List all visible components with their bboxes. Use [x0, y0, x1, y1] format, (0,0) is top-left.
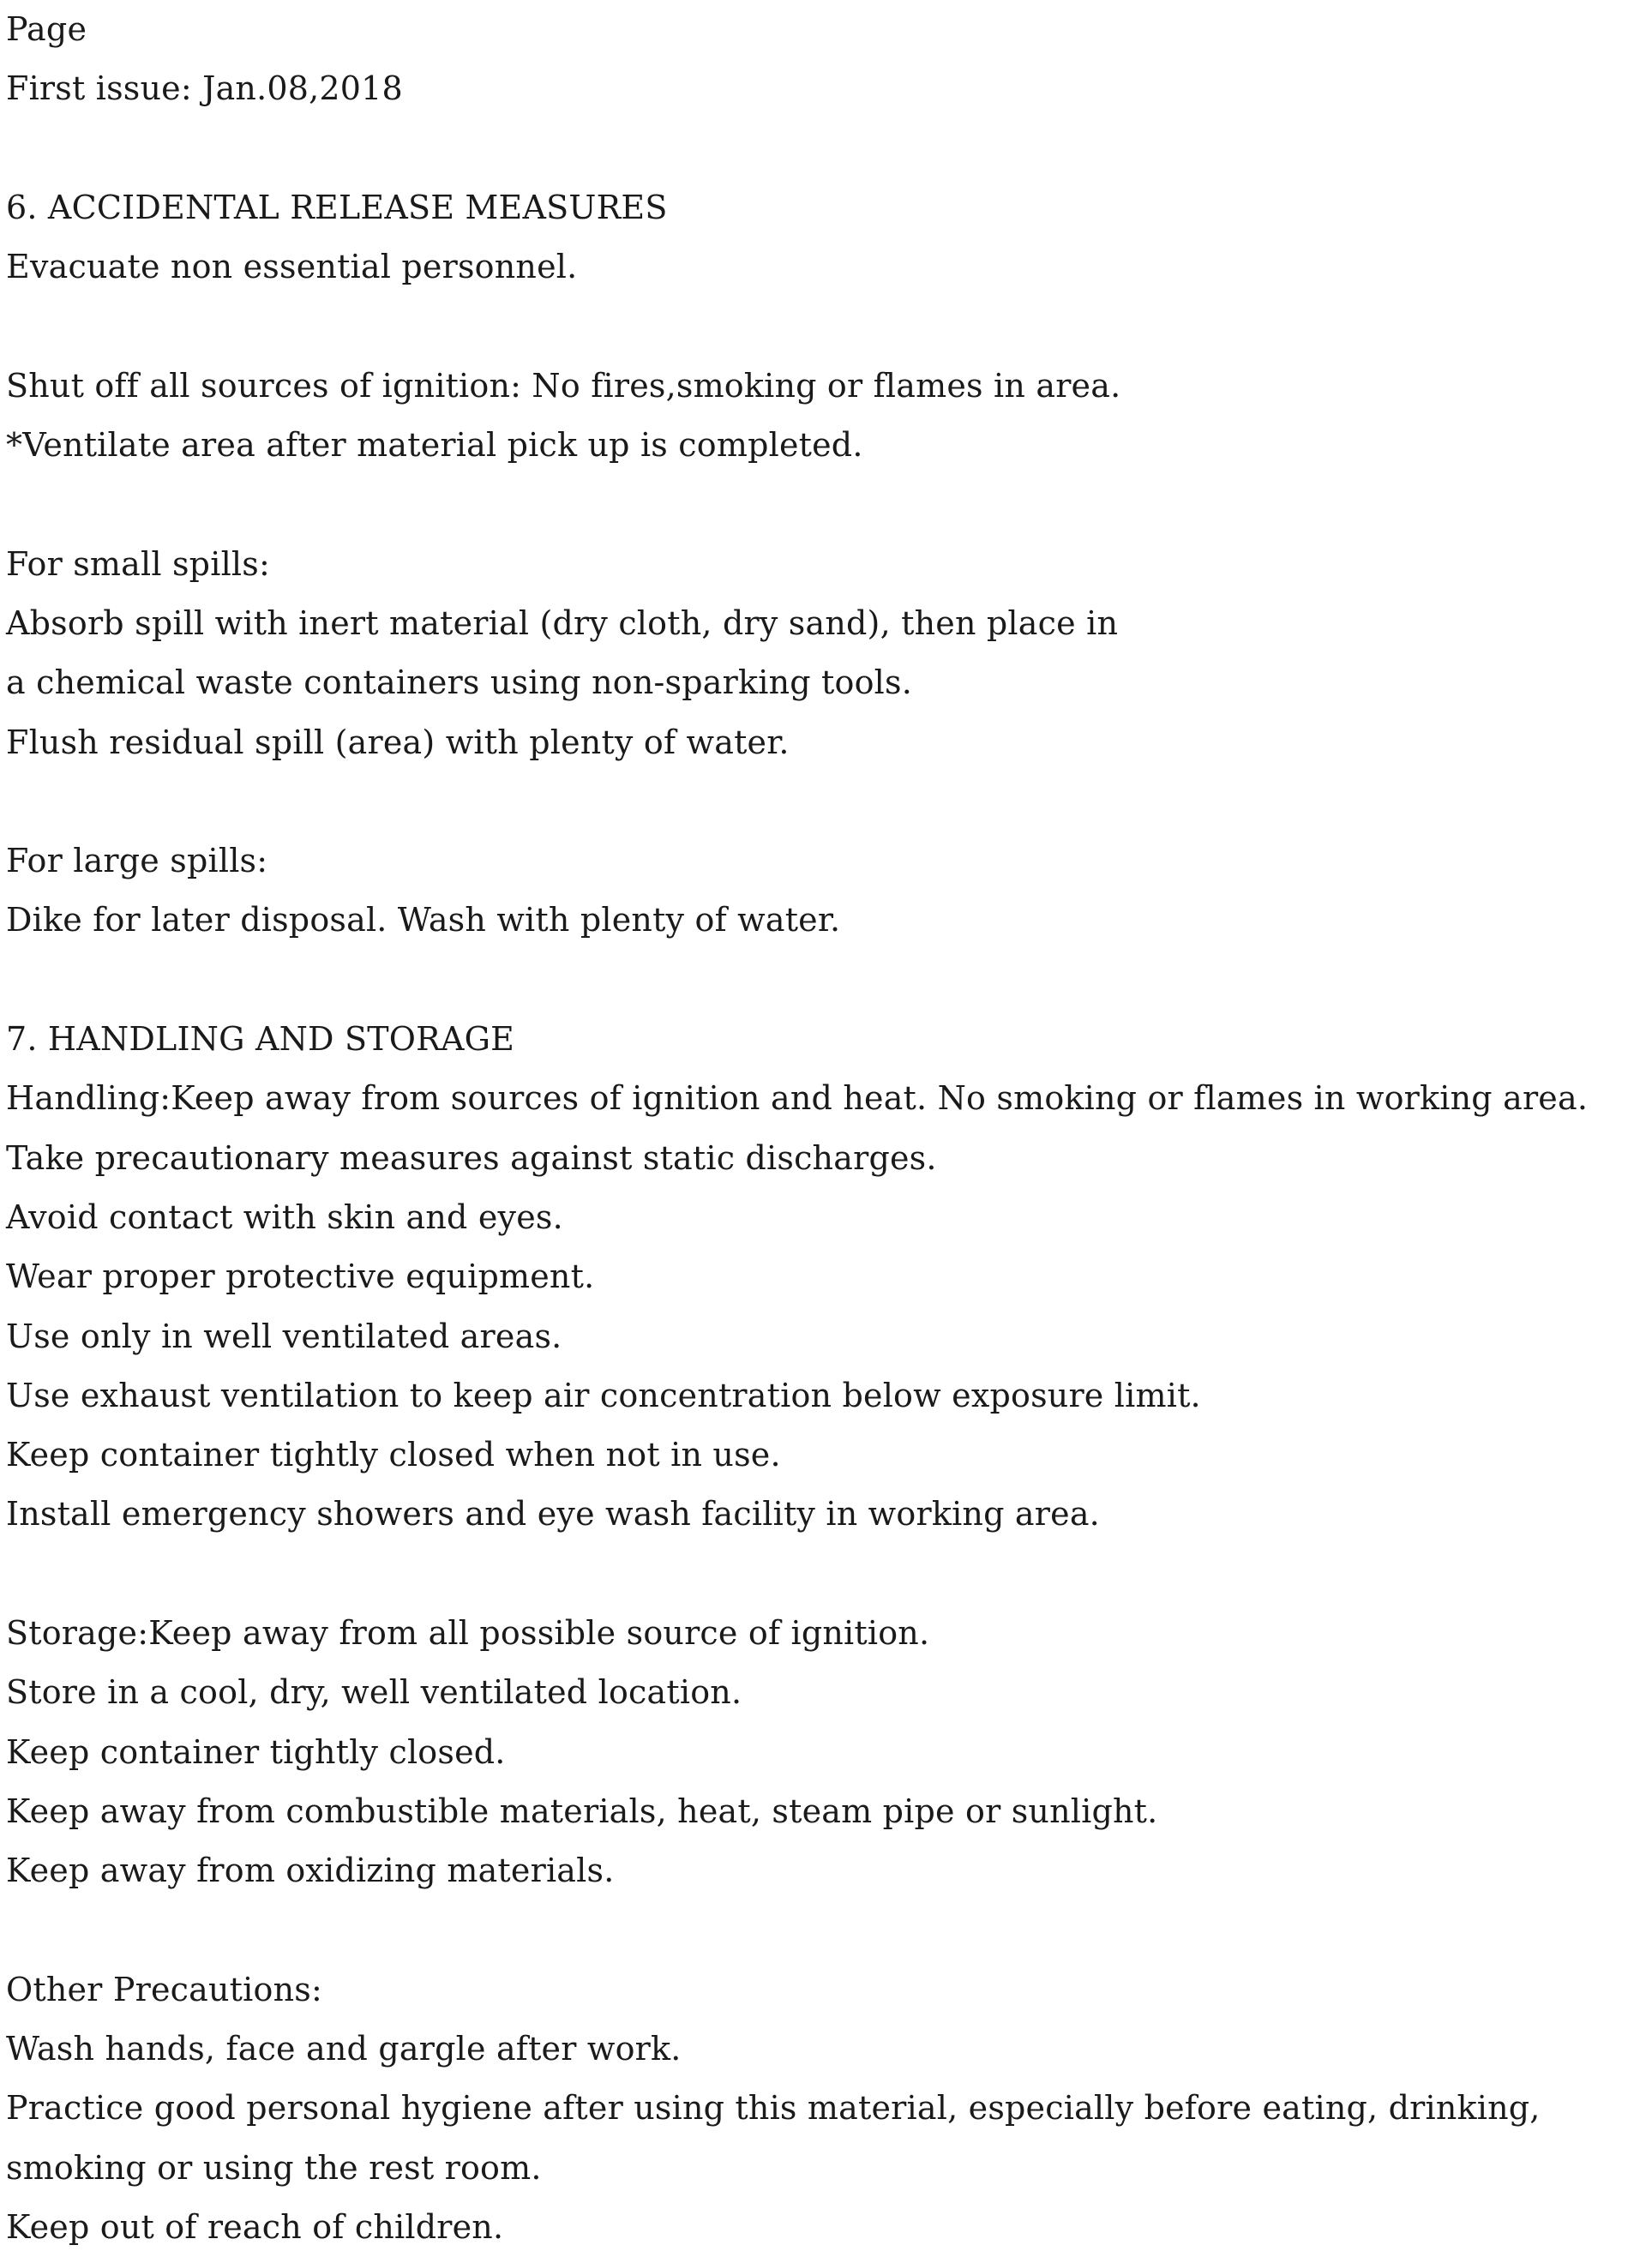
first-issue-date: First issue: Jan.08,2018 — [6, 69, 403, 108]
storage-line: Keep container tightly closed. — [6, 1732, 506, 1771]
spacer — [6, 475, 1648, 534]
handling-line: Wear proper protective equipment. — [6, 1258, 595, 1296]
spacer — [6, 951, 1648, 1010]
handling-line: Install emergency showers and eye wash facility in working area. — [6, 1495, 1100, 1534]
handling-line: Keep container tightly closed when not in use. — [6, 1436, 781, 1474]
handling-line: Avoid contact with skin and eyes. — [6, 1198, 563, 1236]
small-spills-line: Absorb spill with inert material (dry cloth, dry sand), then place in — [6, 603, 1119, 642]
spacer — [6, 119, 1648, 178]
spacer — [6, 772, 1648, 831]
handling-line: Use only in well ventilated areas. — [6, 1317, 562, 1355]
storage-line: Keep away from combustible materials, heat, steam pipe or sunlight. — [6, 1792, 1158, 1830]
spacer — [6, 297, 1648, 356]
storage-line: Storage:Keep away from all possible source of ignition. — [6, 1614, 930, 1653]
spacer — [6, 1545, 1648, 1604]
section-6-title: 6. ACCIDENTAL RELEASE MEASURES — [6, 188, 668, 226]
large-spills-heading: For large spills: — [6, 842, 268, 880]
other-precautions-heading: Other Precautions: — [6, 1970, 322, 2008]
spacer — [6, 1901, 1648, 1960]
small-spills-heading: For small spills: — [6, 544, 270, 583]
ventilate-text: *Ventilate area after material pick up is completed. — [6, 426, 863, 465]
other-precautions-line: Practice good personal hygiene after using this material, especially before eating, drinking, — [6, 2089, 1541, 2128]
other-precautions-line: smoking or using the rest room. — [6, 2148, 542, 2187]
section-7-title: 7. HANDLING AND STORAGE — [6, 1020, 515, 1059]
other-precautions-line: Keep out of reach of children. — [6, 2207, 504, 2246]
handling-line: Handling:Keep away from sources of ignition and heat. No smoking or flames in working area. — [6, 1079, 1589, 1118]
evacuate-text: Evacuate non essential personnel. — [6, 248, 578, 286]
handling-line: Take precautionary measures against static discharges. — [6, 1138, 937, 1177]
other-precautions-line: Wash hands, face and gargle after work. — [6, 2030, 682, 2068]
storage-line: Keep away from oxidizing materials. — [6, 1852, 615, 1890]
storage-line: Store in a cool, dry, well ventilated location. — [6, 1673, 742, 1712]
page-label: Page — [6, 10, 87, 48]
handling-line: Use exhaust ventilation to keep air concentration below exposure limit. — [6, 1376, 1201, 1414]
small-spills-line: a chemical waste containers using non-sparking tools. — [6, 663, 913, 702]
document-page — [6, 0, 1648, 2257]
small-spills-line: Flush residual spill (area) with plenty of water. — [6, 723, 790, 761]
large-spills-line: Dike for later disposal. Wash with plenty of water. — [6, 901, 841, 939]
ignition-text: Shut off all sources of ignition: No fires,smoking or flames in area. — [6, 366, 1121, 405]
